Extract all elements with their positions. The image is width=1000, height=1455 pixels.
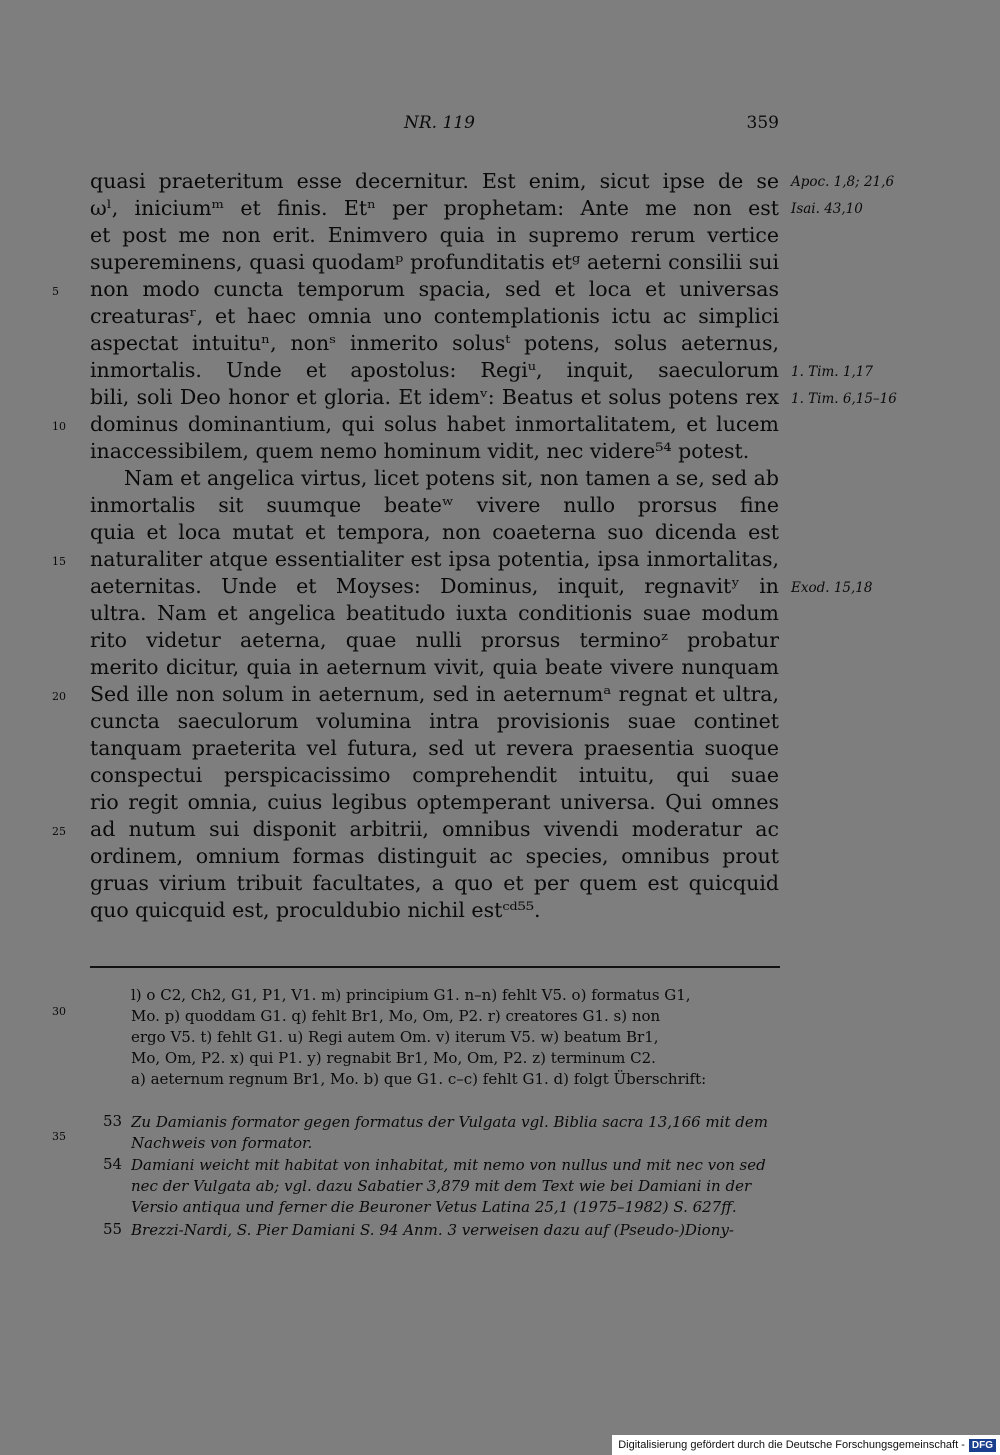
body-line: inaccessibilem, quem nemo hominum vidit, nec videre⁵⁴ potest. bbox=[90, 439, 750, 463]
margin-reference: Exod. 15,18 bbox=[791, 580, 873, 596]
body-line: inmortalis. Unde et apostolus: Regiᵘ, inquit, saeculorum bbox=[90, 358, 779, 382]
body-line: ad nutum sui disponit arbitrii, omnibus vivendi moderatur ac bbox=[90, 817, 779, 841]
body-line: bili, soli Deo honor et gloria. Et idemᵛ: Beatus et solus potens rex bbox=[90, 385, 779, 409]
margin-reference: Isai. 43,10 bbox=[791, 201, 863, 217]
body-line: aeternitas. Unde et Moyses: Dominus, inquit, regnavitʸ in bbox=[90, 574, 779, 598]
body-line: merito dicitur, quia in aeternum vivit, quia beate vivere nunquam bbox=[90, 655, 779, 679]
running-title: NR. 119 bbox=[404, 113, 475, 133]
body-line: creaturasʳ, et haec omnia uno contemplationis ictu ac simplici bbox=[90, 304, 779, 328]
body-line: gruas virium tribuit facultates, a quo et per quem est quicquid bbox=[90, 871, 779, 895]
apparatus-separator bbox=[90, 966, 780, 968]
body-line: quasi praeteritum esse decernitur. Est enim, sicut ipse de se bbox=[90, 169, 779, 193]
body-line: inmortalis sit suumque beateʷ vivere nullo prorsus fine bbox=[90, 493, 779, 517]
body-line: cuncta saeculorum volumina intra provisionis suae continet bbox=[90, 709, 779, 733]
line-number: 15 bbox=[52, 555, 66, 568]
body-line: Sed ille non solum in aeternum, sed in aeternumᵃ regnat et ultra, bbox=[90, 682, 779, 706]
body-line: rio regit omnia, cuius legibus optemperant universa. Qui omnes bbox=[90, 790, 779, 814]
apparatus-line: a) aeternum regnum Br1, Mo. b) que G1. c–c) fehlt G1. d) folgt Überschrift: bbox=[131, 1070, 707, 1088]
body-line: supereminens, quasi quodamᵖ profunditatis etᵍ aeterni consilii sui bbox=[90, 250, 779, 274]
body-line: conspectui perspicacissimo comprehendit intuitu, qui suae bbox=[90, 763, 779, 787]
body-line: et post me non erit. Enimvero quia in supremo rerum vertice bbox=[90, 223, 779, 247]
margin-reference: 1. Tim. 1,17 bbox=[791, 364, 873, 380]
footnote-line: Versio antiqua und ferner die Beuroner Vetus Latina 25,1 (1975–1982) S. 627ff. bbox=[131, 1198, 737, 1216]
footnote-line: nec der Vulgata ab; vgl. dazu Sabatier 3,879 mit dem Text wie bei Damiani in der bbox=[131, 1177, 752, 1195]
body-line: ordinem, omnium formas distinguit ac species, omnibus prout bbox=[90, 844, 779, 868]
apparatus-line: l) o C2, Ch2, G1, P1, V1. m) principium G1. n–n) fehlt V5. o) formatus G1, bbox=[131, 986, 691, 1004]
digitization-banner bbox=[612, 1435, 1000, 1455]
footnote-line: Zu Damianis formator gegen formatus der Vulgata vgl. Biblia sacra 13,166 mit dem bbox=[131, 1113, 768, 1131]
body-line: Nam et angelica virtus, licet potens sit, non tamen a se, sed ab bbox=[124, 466, 779, 490]
body-line: ultra. Nam et angelica beatitudo iuxta conditionis suae modum bbox=[90, 601, 779, 625]
apparatus-line: ergo V5. t) fehlt G1. u) Regi autem Om. v) iterum V5. w) beatum Br1, bbox=[131, 1028, 659, 1046]
body-line: aspectat intuituⁿ, nonˢ inmerito solusᵗ potens, solus aeternus, bbox=[90, 331, 779, 355]
body-line: quo quicquid est, proculdubio nichil estᶜᵈ⁵⁵. bbox=[90, 898, 541, 922]
margin-reference: Apoc. 1,8; 21,6 bbox=[791, 174, 895, 190]
footnote-number: 54 bbox=[103, 1155, 123, 1173]
line-number: 20 bbox=[52, 690, 66, 703]
footnote-line: Brezzi-Nardi, S. Pier Damiani S. 94 Anm. 3 verweisen dazu auf (Pseudo-)Diony- bbox=[131, 1221, 734, 1239]
line-number: 25 bbox=[52, 825, 66, 838]
dfg-logo-icon: DFG bbox=[969, 1439, 996, 1452]
body-line: dominus dominantium, qui solus habet inmortalitatem, et lucem bbox=[90, 412, 779, 436]
apparatus-line: Mo, Om, P2. x) qui P1. y) regnabit Br1, Mo, Om, P2. z) terminum C2. bbox=[131, 1049, 656, 1067]
footnote-number: 55 bbox=[103, 1220, 123, 1238]
body-line: naturaliter atque essentialiter est ipsa potentia, ipsa inmortalitas, bbox=[90, 547, 779, 571]
line-number: 35 bbox=[52, 1130, 66, 1143]
line-number: 5 bbox=[52, 285, 59, 298]
body-line: non modo cuncta temporum spacia, sed et loca et universas bbox=[90, 277, 779, 301]
footnote-line: Damiani weicht mit habitat von inhabitat, mit nemo von nullus und mit nec von sed bbox=[131, 1156, 766, 1174]
digitization-credit: Digitalisierung gefördert durch die Deutsche Forschungsgemeinschaft - bbox=[618, 1439, 965, 1451]
page-number: 359 bbox=[746, 113, 779, 133]
footnote-line: Nachweis von formator. bbox=[131, 1134, 313, 1152]
line-number: 30 bbox=[52, 1005, 66, 1018]
body-line: tanquam praeterita vel futura, sed ut revera praesentia suoque bbox=[90, 736, 779, 760]
body-line: quia et loca mutat et tempora, non coaeterna suo dicenda est bbox=[90, 520, 779, 544]
apparatus-line: Mo. p) quoddam G1. q) fehlt Br1, Mo, Om, P2. r) creatores G1. s) non bbox=[131, 1007, 661, 1025]
margin-reference: 1. Tim. 6,15–16 bbox=[791, 391, 897, 407]
body-line: ωˡ, iniciumᵐ et finis. Etⁿ per prophetam: Ante me non est bbox=[90, 196, 779, 220]
line-number: 10 bbox=[52, 420, 66, 433]
footnote-number: 53 bbox=[103, 1112, 123, 1130]
body-line: rito videtur aeterna, quae nulli prorsus terminoᶻ probatur bbox=[90, 628, 779, 652]
